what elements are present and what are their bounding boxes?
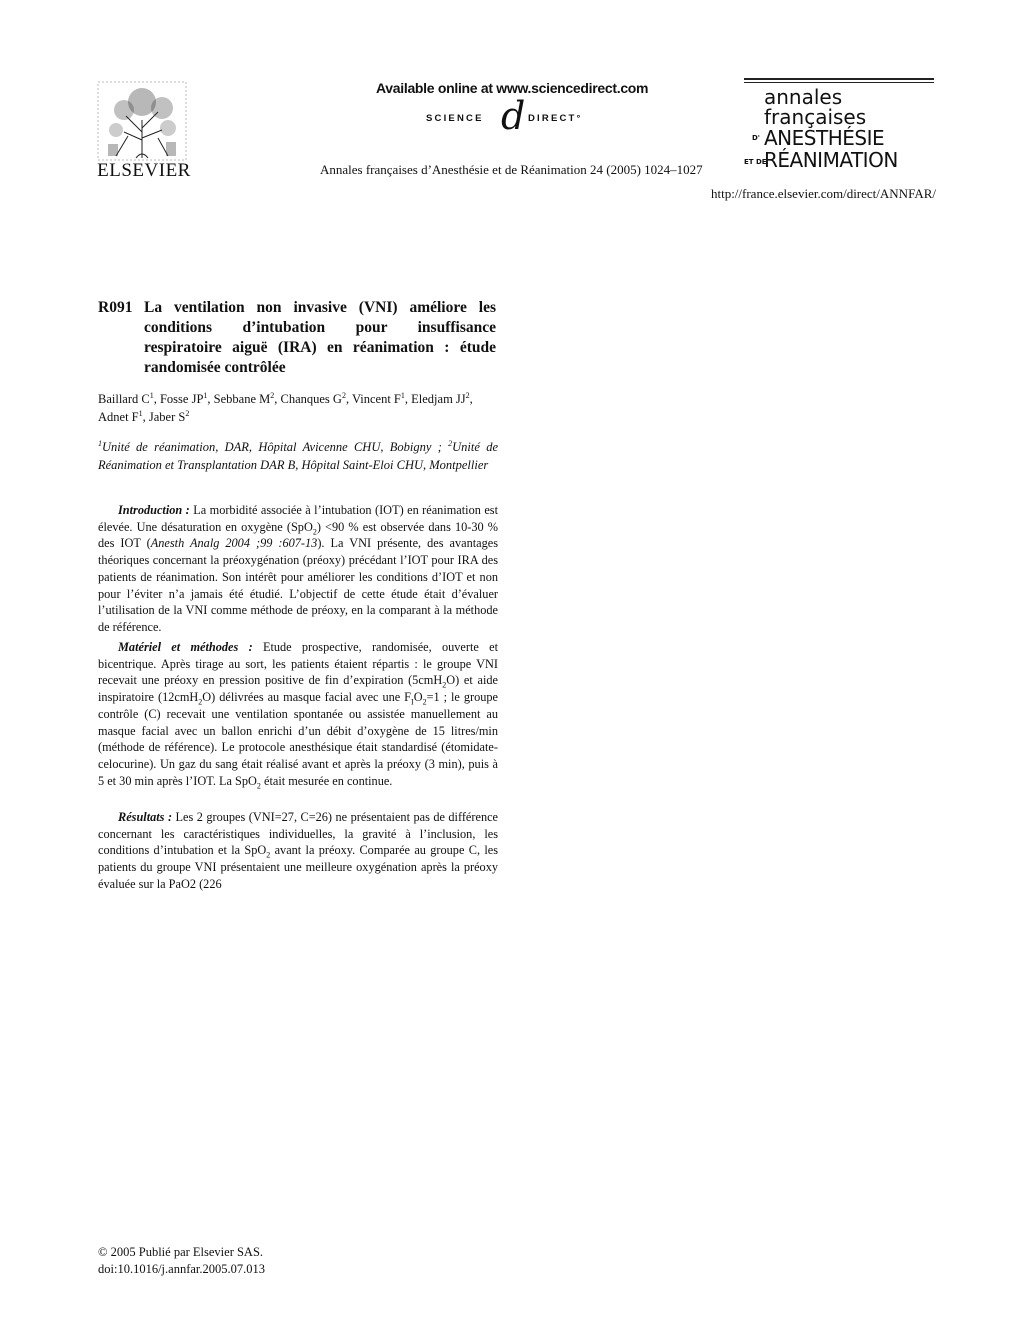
sciencedirect-at-icon: d <box>501 94 526 138</box>
author: Jaber S <box>148 410 186 424</box>
introduction-label: Introduction : <box>118 503 190 517</box>
copyright-text: © 2005 Publié par Elsevier SAS. <box>98 1245 264 1259</box>
sciencedirect-right-text: DIRECT° <box>528 113 583 124</box>
author: Fosse JP <box>159 392 204 406</box>
reference-citation: Anesth Analg 2004 ;99 :607-13 <box>150 536 318 551</box>
author-list: Baillard $C^1$, Fosse $JP^1$, Sebbane $M^2$, Chanques $G^2$, Vincent $F^1$, Eledjam $JJ^2$, Adnet $F^1$, Jaber $S^2$ <box>98 390 473 424</box>
affiliation-1: Unité de réanimation, DAR, Hôpital Avicenne CHU, Bobigny ; <box>102 440 449 454</box>
author: Vincent F <box>351 392 401 406</box>
journal-logo-line2: françaises <box>764 105 867 129</box>
journal-logo-prefix-d: D' <box>752 134 760 142</box>
methods-paragraph: Matériel et méthodes : Etude prospective, randomisée, ouverte et bicentrique. Après tirage au sort, les patients étaient répartis : le groupe VNI recevait une préoxy en pression positive de fin d’expiration (5cmH$_2$O) et aide inspiratoire (12cmH$_2$O) délivrées au masque facial avec une $F_IO_2=1$ ; le groupe contrôle (C) recevait une ventilation spontanée ou assistée manuellement au masque facial avec un ballon enrichi d’un débit d’oxygène de 15 litres/min (méthode de référence). Le protocole anesthésique était standardisé (étomidate-celocurine). Un gaz du sang était réalisé avant et après la préoxy (3 min), puis à 5 et 30 min après l’IOT. La SpO$_2$ était mesurée en continue. <box>98 640 499 791</box>
journal-logo-line1: annales <box>764 85 843 109</box>
author: Baillard C <box>98 392 150 406</box>
footer <box>98 1244 265 1278</box>
journal-url-link[interactable]: http://france.elsevier.com/direct/ANNFAR/ <box>710 186 936 201</box>
author: Chanques G <box>280 392 342 406</box>
results-paragraph: Résultats : Les 2 groupes (VNI=27, C=26) ne présentaient pas de différence concernant les caractéristiques individuelles, la gravité à l’inclusion, les conditions d’intubation et la SpO$_2$ avant la préoxy. Comparée au groupe C, les patients du groupe VNI présentaient une meilleure oxygénation après la préoxy évaluée sur la PaO2 (226 <box>98 810 499 891</box>
journal-logo-line3: ANESTHÉSIE <box>764 126 885 150</box>
affiliations: $^1$Unité de réanimation, DAR, Hôpital Avicenne CHU, Bobigny ; $^2$Unité de Réanimation et Transplantation DAR B, Hôpital Saint-Eloi CHU, Montpellier <box>98 438 498 472</box>
journal-citation: Annales françaises d’Anesthésie et de Réanimation 24 (2005) 1024–1027 <box>320 162 703 177</box>
available-online-text[interactable]: Available online at www.sciencedirect.com <box>376 80 649 96</box>
sciencedirect-left-text: SCIENCE <box>426 113 484 124</box>
journal-logo-prefix-etde: ET DE <box>744 158 767 166</box>
journal-logo <box>744 78 936 174</box>
methods-label: Matériel et méthodes : <box>118 640 253 654</box>
publisher-name: ELSEVIER <box>97 160 191 181</box>
author: Adnet F <box>98 410 139 424</box>
journal-logo-line4: RÉANIMATION <box>764 148 898 172</box>
results-label: Résultats : <box>118 810 173 824</box>
doi-text[interactable]: doi:10.1016/j.annfar.2005.07.013 <box>98 1262 265 1276</box>
abstract-title: La ventilation non invasive (VNI) améliore les conditions d’intubation pour insuffisance respiratoire aiguë (IRA) en réanimation : étude randomisée contrôlée <box>144 299 496 376</box>
author: Eledjam JJ <box>411 392 466 406</box>
author: Sebbane M <box>213 392 271 406</box>
sciencedirect-logo[interactable] <box>426 94 606 140</box>
abstract-id: R091 <box>98 299 133 316</box>
introduction-paragraph: Introduction : La morbidité associée à l’intubation (IOT) en réanimation est élevée. Une désaturation en oxygène (SpO$_2$) <90 % est observée dans 10-30 % des IOT (Anesth Analg 2004 ;99 :607-13). La VNI présente, des avantages théoriques concernant la préoxygénation (préoxy) précédant l’IOT pour IRA des patients de réanimation. Son intérêt pour améliorer les conditions d’IOT et non pour l’éviter n’a jamais été étudié. L’objectif de cette étude était d’évaluer l’utilisation de la VNI comme méthode de préoxy, en la comparant à la méthode de référence. <box>98 503 499 634</box>
affiliation-2: Unité de Réanimation et Transplantation DAR B, Hôpital Saint-Eloi CHU, Montpellier <box>98 440 498 472</box>
